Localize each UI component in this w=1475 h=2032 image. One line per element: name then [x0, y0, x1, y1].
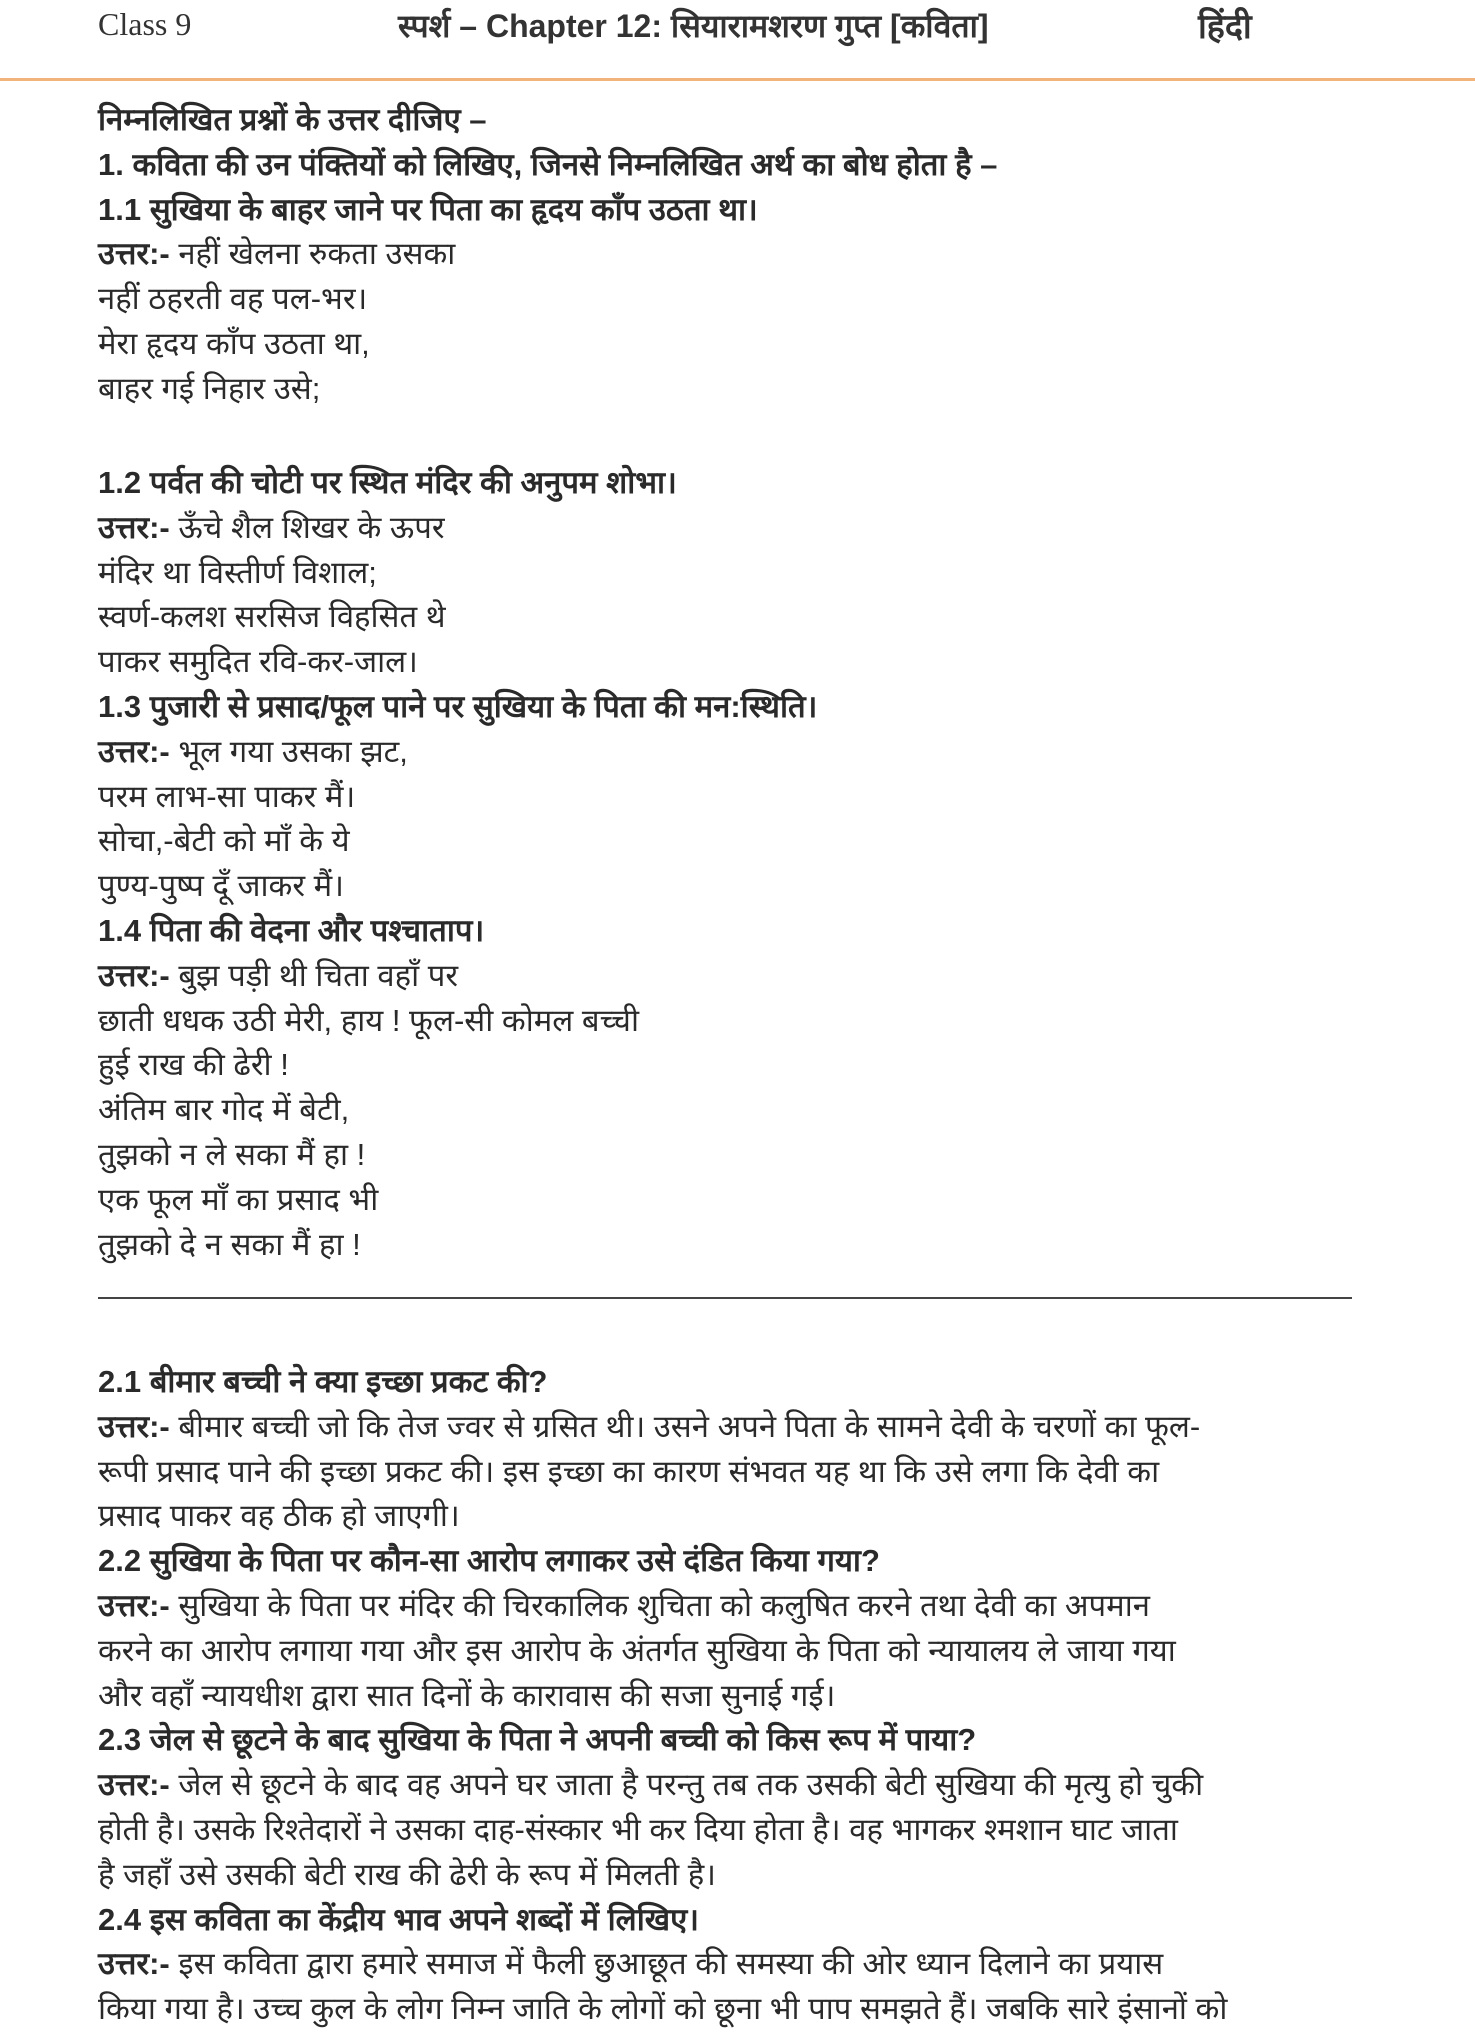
answer-line [98, 954, 1398, 999]
line-text: है जहाँ उसे उसकी बेटी राख की ढेरी के रूप में मिलती है। [98, 1856, 716, 1892]
line-text: बुझ पड़ी थी चिता वहाँ पर [169, 957, 459, 993]
question-line [98, 461, 1398, 506]
line-text: हुई राख की ढेरी ! [98, 1047, 289, 1083]
line-text: परम लाभ-सा पाकर मैं। [98, 778, 356, 814]
text-line [98, 1450, 1398, 1495]
question-line [98, 909, 1398, 954]
text-line [98, 1629, 1398, 1674]
line-text: रूपी प्रसाद पाने की इच्छा प्रकट की। इस इच्छा का कारण संभवत यह था कि उसे लगा कि देवी का [98, 1453, 1160, 1489]
line-text: जेल से छूटने के बाद वह अपने घर जाता है परन्तु तब तक उसकी बेटी सुखिया की मृत्यु हो चुकी [169, 1767, 1204, 1803]
answer-label: उत्तर:- [98, 1946, 170, 1982]
line-text: ऊँचे शैल शिखर के ऊपर [169, 509, 445, 545]
answer-label: उत्तर:- [98, 1587, 170, 1623]
text-line [98, 367, 1398, 412]
text-line [98, 1133, 1398, 1178]
question-line [98, 188, 1398, 233]
text-line [98, 819, 1398, 864]
section-1-part-2 [98, 461, 1398, 1267]
text-line [98, 1494, 1398, 1539]
text-line [98, 1808, 1398, 1853]
line-text: तुझको दे न सका मैं हा ! [98, 1226, 361, 1262]
line-text: 2.1 बीमार बच्ची ने क्या इच्छा प्रकट की? [98, 1364, 548, 1399]
line-text: भूल गया उसका झट, [169, 733, 408, 769]
line-text: छाती धधक उठी मेरी, हाय ! फूल-सी कोमल बच्ची [98, 1002, 639, 1038]
section-divider [98, 1297, 1352, 1299]
line-text: 2.3 जेल से छूटने के बाद सुखिया के पिता ने अपनी बच्ची को किस रूप में पाया? [98, 1722, 977, 1758]
line-text: पाकर समुदित रवि-कर-जाल। [98, 644, 418, 680]
question-line [98, 1898, 1398, 1943]
line-text: एक फूल माँ का प्रसाद भी [98, 1181, 379, 1217]
line-text: सोचा,-बेटी को माँ के ये [98, 823, 350, 859]
line-text: बाहर गई निहार उसे; [98, 370, 321, 406]
section-2 [98, 1360, 1398, 2032]
text-line [98, 640, 1398, 685]
line-text: पुण्य-पुष्प दूँ जाकर मैं। [98, 868, 344, 904]
line-text: बीमार बच्ची जो कि तेज ज्वर से ग्रसित थी। उसने अपने पिता के सामने देवी के चरणों का फूल- [169, 1408, 1201, 1444]
text-line [98, 999, 1398, 1044]
answer-line [98, 1763, 1398, 1808]
line-text: निम्नलिखित प्रश्नों के उत्तर दीजिए – [98, 102, 487, 137]
text-line [98, 1223, 1398, 1268]
answer-line [98, 232, 1398, 277]
line-text: मंदिर था विस्तीर्ण विशाल; [98, 554, 377, 590]
question-line [98, 1360, 1398, 1405]
question-line [98, 98, 1398, 143]
line-text: 1.3 पुजारी से प्रसाद/फूल पाने पर सुखिया के पिता की मन:स्थिति। [98, 688, 818, 724]
line-text: नहीं ठहरती वह पल-भर। [98, 281, 368, 317]
chapter-title: स्पर्श – Chapter 12: सियारामशरण गुप्त [कविता] [398, 8, 989, 44]
line-text: अंतिम बार गोद में बेटी, [98, 1092, 350, 1128]
line-text: नहीं खेलना रुकता उसका [169, 236, 456, 272]
answer-line [98, 1405, 1398, 1450]
class-label: Class 9 [98, 6, 192, 42]
answer-label: उत्तर:- [98, 957, 170, 993]
text-line [98, 1178, 1398, 1223]
line-text: सुखिया के पिता पर मंदिर की चिरकालिक शुचिता को कलुषित करने तथा देवी का अपमान [169, 1587, 1150, 1623]
text-line [98, 595, 1398, 640]
answer-label: उत्तर:- [98, 1767, 170, 1803]
line-text: 2.2 सुखिया के पिता पर कौन-सा आरोप लगाकर उसे दंडित किया गया? [98, 1543, 880, 1579]
line-text: 1. कविता की उन पंक्तियों को लिखिए, जिनसे निम्नलिखित अर्थ का बोध होता है – [98, 146, 998, 182]
text-line [98, 1853, 1398, 1898]
text-line [98, 1043, 1398, 1088]
question-line [98, 1539, 1398, 1584]
line-text: तुझको न ले सका मैं हा ! [98, 1136, 366, 1172]
answer-line [98, 506, 1398, 551]
line-text: करने का आरोप लगाया गया और इस आरोप के अंतर्गत सुखिया के पिता को न्यायालय ले जाया गया [98, 1632, 1176, 1668]
text-line [98, 551, 1398, 596]
line-text: 1.2 पर्वत की चोटी पर स्थित मंदिर की अनुपम शोभा। [98, 465, 677, 500]
answer-label: उत्तर:- [98, 509, 170, 545]
text-line [98, 775, 1398, 820]
question-line [98, 1718, 1398, 1763]
line-text: 1.1 सुखिया के बाहर जाने पर पिता का हृदय काँप उठता था। [98, 191, 758, 227]
text-line [98, 1088, 1398, 1133]
question-line [98, 685, 1398, 730]
page-header [0, 0, 1475, 78]
answer-line [98, 1584, 1398, 1629]
line-text: 2.4 इस कविता का केंद्रीय भाव अपने शब्दों में लिखिए। [98, 1901, 699, 1937]
question-line [98, 143, 1398, 188]
line-text: स्वर्ण-कलश सरसिज विहसित थे [98, 599, 446, 635]
answer-label: उत्तर:- [98, 236, 170, 272]
line-text: मेरा हृदय काँप उठता था, [98, 325, 370, 361]
line-text: प्रसाद पाकर वह ठीक हो जाएगी। [98, 1498, 460, 1534]
section-1-part-1 [98, 98, 1398, 412]
text-line [98, 864, 1398, 909]
line-text: किया गया है। उच्च कुल के लोग निम्न जाति के लोगों को छूना भी पाप समझते हैं। जबकि सारे इंसानों को [98, 1991, 1228, 2027]
answer-line [98, 1942, 1398, 1987]
text-line [98, 277, 1398, 322]
text-line [98, 322, 1398, 367]
line-text: इस कविता द्वारा हमारे समाज में फैली छुआछूत की समस्या की ओर ध्यान दिलाने का प्रयास [169, 1946, 1164, 1982]
line-text: और वहाँ न्यायधीश द्वारा सात दिनों के कारावास की सजा सुनाई गई। [98, 1677, 836, 1713]
answer-line [98, 730, 1398, 775]
line-text: 1.4 पिता की वेदना और पश्चाताप। [98, 912, 485, 948]
line-text: होती है। उसके रिश्तेदारों ने उसका दाह-संस्कार भी कर दिया होता है। वह भागकर श्मशान घाट जाता [98, 1811, 1178, 1847]
text-line [98, 1987, 1398, 2032]
text-line [98, 1674, 1398, 1719]
subject-label: हिंदी [1198, 8, 1252, 46]
header-divider [0, 78, 1475, 81]
answer-label: उत्तर:- [98, 1408, 170, 1444]
answer-label: उत्तर:- [98, 733, 170, 769]
